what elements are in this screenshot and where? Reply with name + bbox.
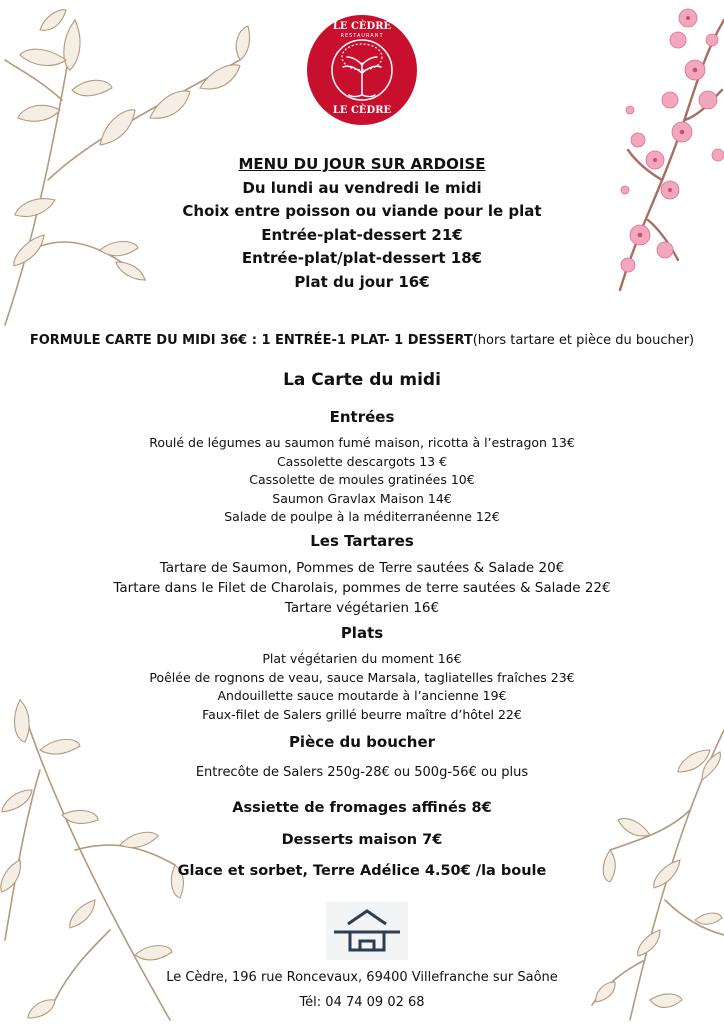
- tartares-list: [0, 558, 724, 618]
- footer-address: Le Cèdre, 196 rue Roncevaux, 69400 Villefranche sur Saône: [166, 970, 558, 985]
- daily-menu-line: Du lundi au vendredi le midi: [242, 178, 482, 197]
- daily-menu-block: [0, 153, 724, 294]
- daily-menu-line: Plat du jour 16€: [294, 272, 430, 291]
- formule-note: (hors tartare et pièce du boucher): [472, 333, 695, 348]
- carte-title: La Carte du midi: [283, 370, 441, 390]
- menu-item: Faux-filet de Salers grillé beurre maître d’hôtel 22€: [202, 706, 522, 722]
- menu-item: Salade de poulpe à la méditerranéenne 12€: [224, 509, 500, 524]
- menu-item: Saumon Gravlax Maison 14€: [272, 490, 452, 506]
- menu-item: Roulé de légumes au saumon fumé maison, ricotta à l’estragon 13€: [149, 435, 575, 450]
- restaurant-building-icon: [326, 902, 408, 960]
- restaurant-logo: [307, 15, 417, 125]
- daily-menu-line: Entrée-plat/plat-dessert 18€: [241, 249, 483, 267]
- logo-bottom-text: LE CÈDRE: [332, 105, 392, 116]
- section-title-tartares: Les Tartares: [310, 532, 414, 550]
- formule-bold-text: FORMULE CARTE DU MIDI 36€ : 1 ENTRÉE-1 PLAT- 1 DESSERT: [29, 333, 473, 348]
- menu-item: Cassolette de moules gratinées 10€: [249, 472, 475, 487]
- menu-item: Cassolette descargots 13 €: [276, 453, 448, 469]
- logo-ring-text: RESTAURANT: [340, 33, 384, 39]
- menu-item: Tartare végétarien 16€: [284, 600, 440, 616]
- section-title-boucher: Pièce du boucher: [288, 733, 436, 751]
- menu-item: Tartare dans le Filet de Charolais, pommes de terre sautées & Salade 22€: [113, 580, 611, 596]
- entrees-list: [0, 434, 724, 527]
- footer-phone: Tél: 04 74 09 02 68: [299, 995, 425, 1010]
- formule-line: [0, 332, 724, 350]
- plats-list: [0, 650, 724, 724]
- glace-line: Glace et sorbet, Terre Adélice 4.50€ /la boule: [177, 863, 547, 879]
- menu-item: Plat végétarien du moment 16€: [262, 651, 462, 666]
- logo-top-text: LE CÈDRE: [332, 21, 392, 32]
- menu-item: Andouillette sauce moutarde à l’ancienne 19€: [217, 688, 507, 703]
- menu-item-boucher: Entrecôte de Salers 250g-28€ ou 500g-56€ ou plus: [195, 765, 529, 780]
- fromages-line: Assiette de fromages affinés 8€: [232, 800, 492, 816]
- section-title-plats: Plats: [340, 624, 384, 642]
- menu-item: Poêlée de rognons de veau, sauce Marsala, tagliatelles fraîches 23€: [149, 669, 575, 685]
- daily-menu-line: Entrée-plat-dessert 21€: [261, 225, 463, 244]
- menu-item: Tartare de Saumon, Pommes de Terre sautées & Salade 20€: [159, 560, 565, 576]
- desserts-line: Desserts maison 7€: [281, 832, 443, 848]
- daily-menu-title: MENU DU JOUR SUR ARDOISE: [238, 155, 486, 173]
- section-title-entrees: Entrées: [329, 408, 395, 426]
- daily-menu-line: Choix entre poisson ou viande pour le plat: [182, 202, 542, 220]
